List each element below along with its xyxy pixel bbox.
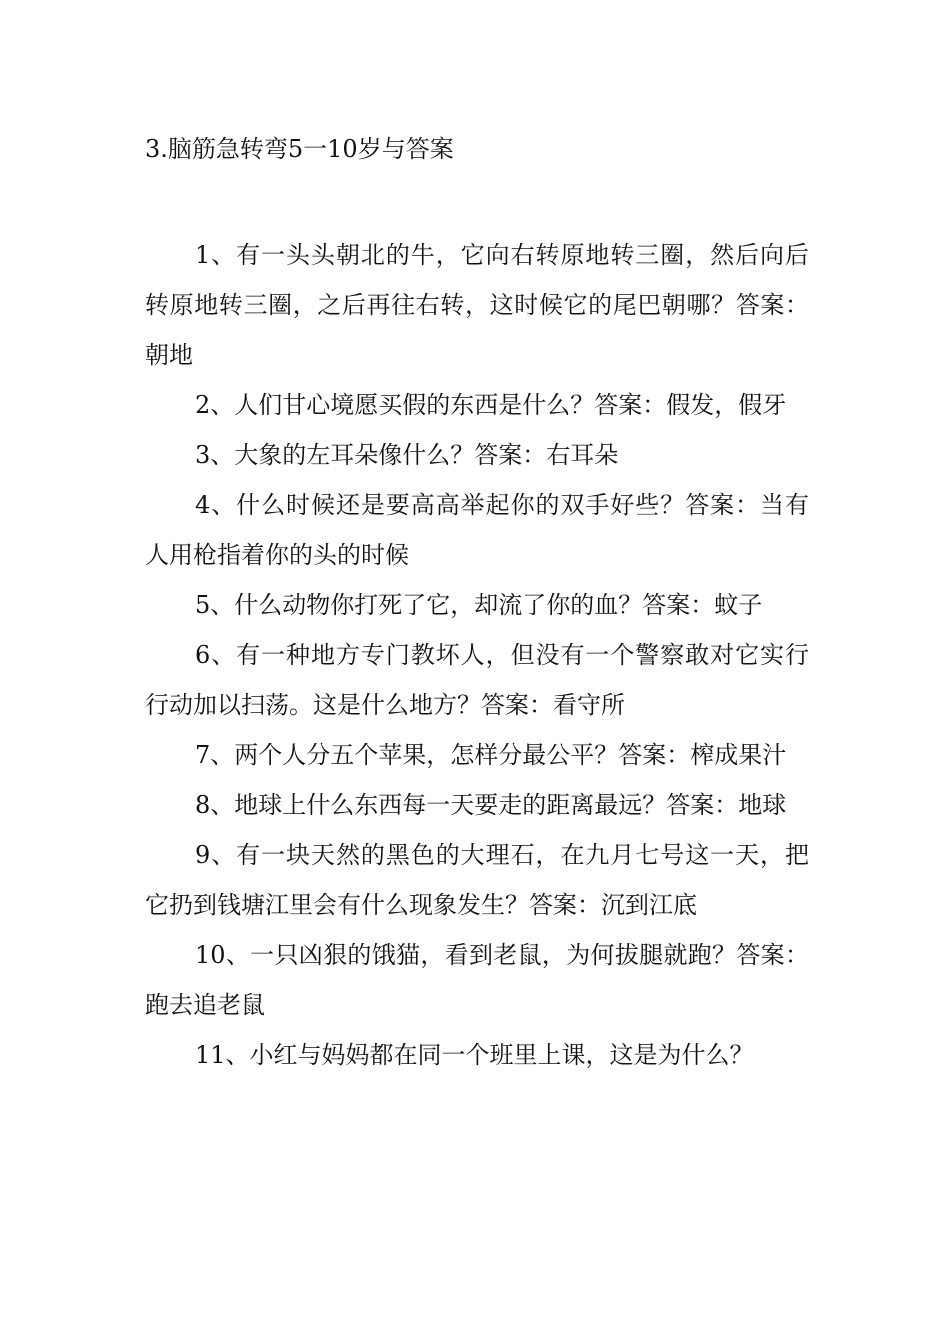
qa-item-9: 9、有一块天然的黑色的大理石，在九月七号这一天，把它扔到钱塘江里会有什么现象发生？答案：沉到江底 <box>145 841 809 919</box>
document-body <box>145 230 809 1080</box>
qa-item-7: 7、两个人分五个苹果，怎样分最公平？答案：榨成果汁 <box>195 741 787 769</box>
qa-item-3: 3、大象的左耳朵像什么？答案：右耳朵 <box>195 441 619 469</box>
qa-item-5: 5、什么动物你打死了它，却流了你的血？答案：蚊子 <box>195 591 763 619</box>
qa-item-11: 11、小红与妈妈都在同一个班里上课，这是为什么？ <box>195 1041 754 1069</box>
qa-item-1: 1、有一头头朝北的牛，它向右转原地转三圈，然后向后转原地转三圈，之后再往右转，这时候它的尾巴朝哪？答案：朝地 <box>145 241 809 369</box>
qa-item-8: 8、地球上什么东西每一天要走的距离最远？答案：地球 <box>195 791 787 819</box>
qa-item-2: 2、人们甘心境愿买假的东西是什么？答案：假发，假牙 <box>195 391 787 419</box>
qa-item-4: 4、什么时候还是要高高举起你的双手好些？答案：当有人用枪指着你的头的时候 <box>145 491 809 569</box>
qa-item-6: 6、有一种地方专门教坏人，但没有一个警察敢对它实行行动加以扫荡。这是什么地方？答案：看守所 <box>145 641 809 719</box>
document-title: 3.脑筋急转弯5一10岁与答案 <box>145 135 454 163</box>
qa-item-10: 10、一只凶狠的饿猫，看到老鼠，为何拔腿就跑？答案：跑去追老鼠 <box>145 941 809 1019</box>
